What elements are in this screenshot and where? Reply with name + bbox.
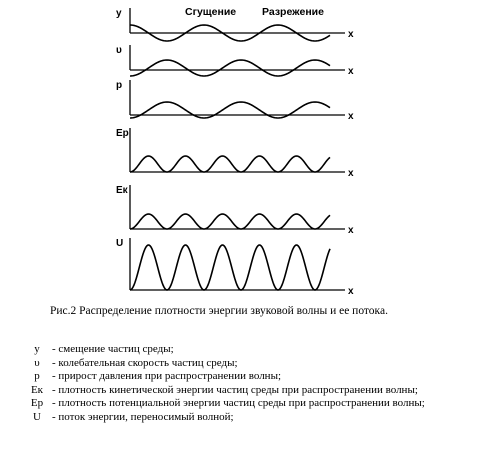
legend-symbol: υ — [34, 356, 40, 369]
x-axis-label: x — [348, 225, 354, 236]
legend-symbol: y — [34, 343, 40, 355]
legend-item-ek — [22, 384, 484, 397]
legend-item-ep — [22, 397, 484, 410]
wave-panel-v — [116, 45, 354, 77]
legend-item-p — [22, 370, 484, 383]
figure-caption: Рис.2 Распределение плотности энергии звуковой волны и ее потока. — [50, 305, 388, 317]
legend-symbol: Eк — [30, 383, 44, 396]
wave-curve — [130, 60, 330, 76]
wave-panel-p — [116, 80, 354, 122]
y-axis-label: Eк — [116, 185, 128, 196]
legend-symbol: U — [33, 410, 41, 423]
wave-panel-U — [116, 238, 354, 297]
legend-text: - прирост давления при распространении волны; — [52, 370, 282, 382]
legend-text: - плотность потенциальной энергии частиц среды при распространении волны; — [52, 397, 425, 409]
y-axis-label: υ — [116, 45, 122, 56]
y-axis-label: y — [116, 8, 122, 19]
rarefaction-label: Разрежение — [262, 6, 324, 18]
compression-label: Сгущение — [185, 6, 237, 18]
legend-text: - смещение частиц среды; — [52, 343, 174, 355]
y-axis-label: Eр — [116, 128, 129, 139]
legend-item-y — [22, 343, 484, 356]
legend-symbol: Eр — [30, 397, 44, 409]
wave-panel-Ep — [116, 128, 354, 179]
legend-item-v — [22, 357, 484, 370]
legend-text: - плотность кинетической энергии частиц среды при распространении волны; — [52, 383, 418, 396]
x-axis-label: x — [348, 29, 354, 40]
wave-panel-Ek — [116, 185, 354, 236]
legend-text: - колебательная скорость частиц среды; — [52, 356, 238, 369]
x-axis-label: x — [348, 66, 354, 77]
legend-text: - поток энергии, переносимый волной; — [52, 410, 234, 423]
wave-curve — [130, 214, 330, 229]
x-axis-label: x — [348, 286, 354, 297]
legend-symbol: p — [34, 370, 40, 382]
x-axis-label: x — [348, 168, 354, 179]
x-axis-label: x — [348, 111, 354, 122]
y-axis-label: p — [116, 80, 123, 91]
legend-item-u — [22, 411, 484, 424]
y-axis-label: U — [116, 238, 124, 249]
wave-curve — [130, 245, 330, 290]
legend — [22, 343, 484, 424]
wave-curve — [130, 156, 330, 172]
